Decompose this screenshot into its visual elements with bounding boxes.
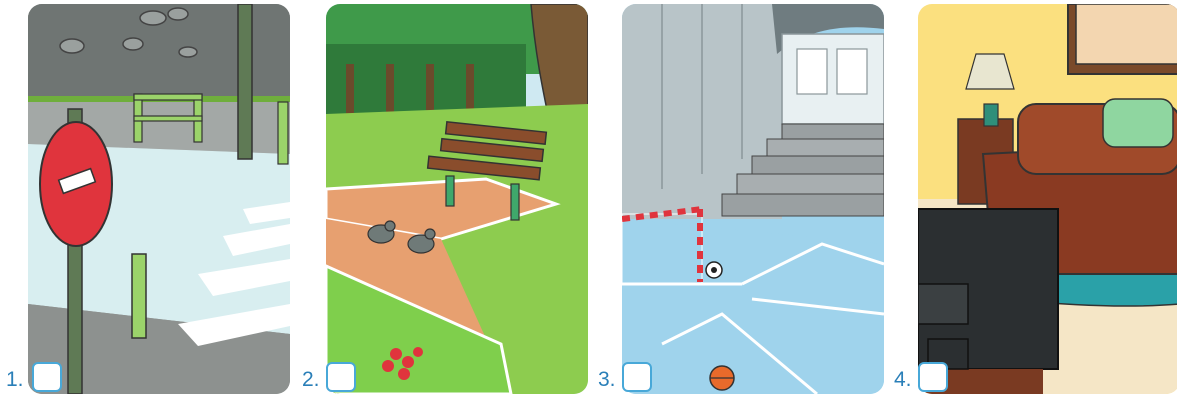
scene-number: 2. — [302, 368, 320, 391]
answer-box[interactable] — [32, 362, 62, 392]
scene-card-sports-court — [622, 4, 884, 394]
park-illustration — [326, 4, 588, 394]
living-room-illustration — [918, 4, 1177, 394]
scene-card-street — [28, 4, 290, 394]
answer-box[interactable] — [622, 362, 652, 392]
scene-card-living-room — [918, 4, 1177, 394]
answer-box[interactable] — [326, 362, 356, 392]
scene-number: 1. — [6, 368, 24, 391]
scene-card-park — [326, 4, 588, 394]
street-illustration — [28, 4, 290, 394]
scene-number: 4. — [894, 368, 912, 391]
sports-court-illustration — [622, 4, 884, 394]
scene-number: 3. — [598, 368, 616, 391]
answer-box[interactable] — [918, 362, 948, 392]
